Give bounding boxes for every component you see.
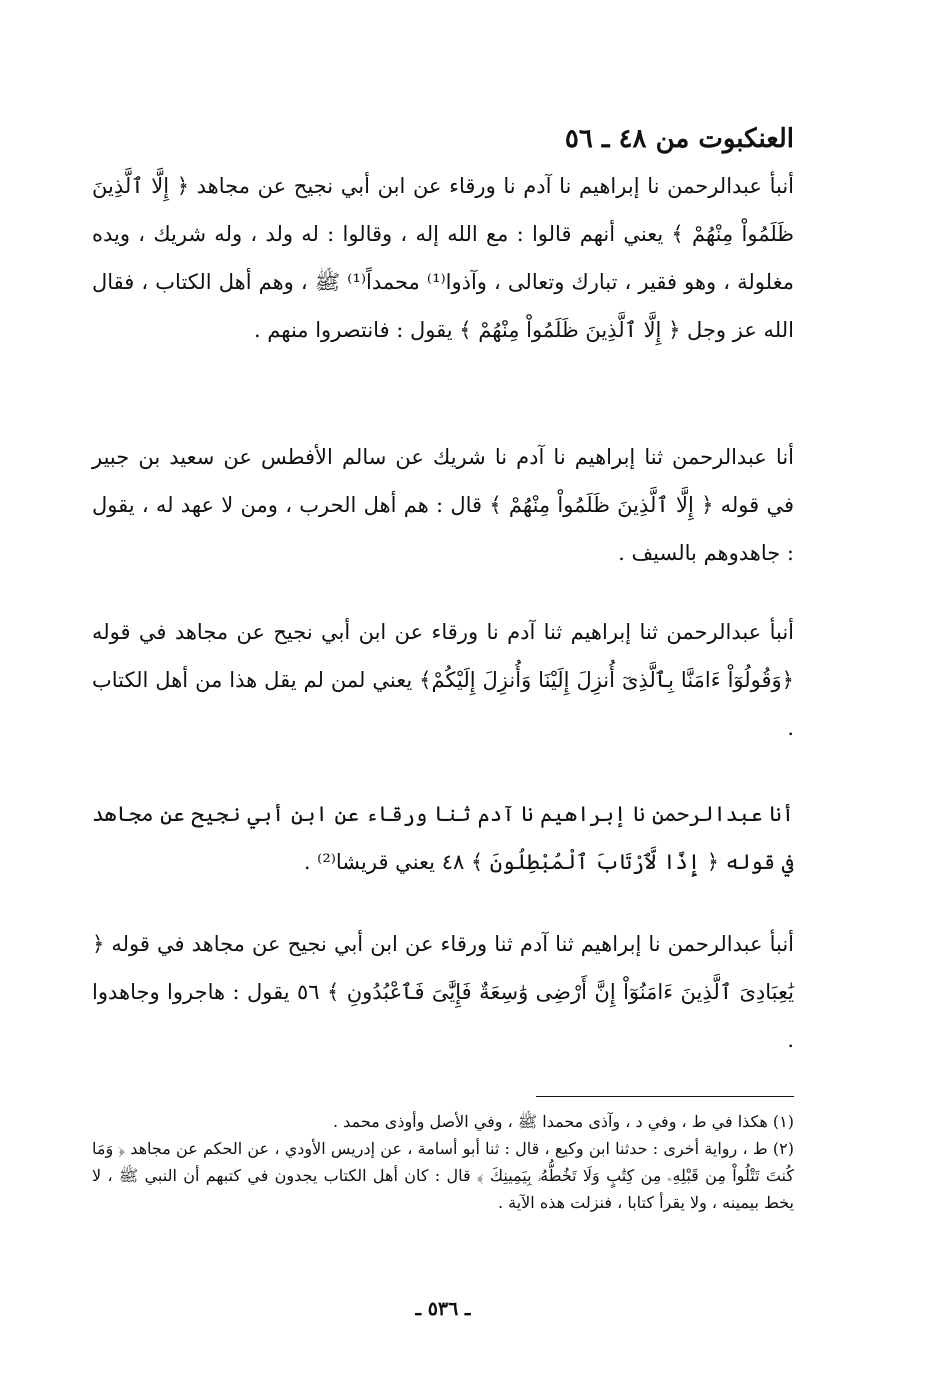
footnotes [92, 1108, 794, 1216]
paragraph-text: أنبأ عبدالرحمن نا إبراهيم نا آدم نا ورقاء عن ابن أبي نجيح عن مجاهد ﴿ إِلَّا ٱلَّذِينَ ظَلَمُواْ مِنْهُمْ ﴾ يعني أنهم قالوا : مع الله إله ، وقالوا : له ولد ، وله شريك ، ويده مغلولة ، وهو فقير ، تبارك وتعالى ، وآذوا⁽¹⁾ محمداً⁽¹⁾ ﷺ ، وهم أهل الكتاب ، فقال الله عز وجل ﴿ إِلَّا ٱلَّذِينَ ظَلَمُواْ مِنْهُمْ ﴾ يقول : فانتصروا منهم . [92, 174, 794, 342]
paragraph-1 [92, 162, 794, 354]
paragraph-text: أنا عبدالرحمن نا إبراهيم نا آدم ثنا ورقاء عن ابن أبي نجيح عن مجاهد في قوله ﴿ إِذًا لَّٱرْتَابَ ٱلْمُبْطِلُونَ ﴾ ٤٨ يعني قريشا⁽²⁾ . [91, 802, 794, 874]
section-title: العنكبوت من ٤٨ ـ ٥٦ [564, 124, 794, 154]
page-number: ـ ٥٣٦ ـ [415, 1298, 471, 1320]
paragraph-4 [92, 790, 794, 886]
paragraph-2 [92, 433, 794, 577]
book-page [92, 110, 794, 1342]
paragraph-5 [92, 920, 794, 1064]
paragraph-text: أنا عبدالرحمن ثنا إبراهيم نا آدم نا شريك عن سالم الأفطس عن سعيد بن جبير في قوله ﴿ إِلَّا ٱلَّذِينَ ظَلَمُواْ مِنْهُمْ ﴾ قال : هم أهل الحرب ، ومن لا عهد له ، يقول : جاهدوهم بالسيف . [92, 445, 794, 565]
footnote-1: (١) هكذا في ط ، وفي د ، وآذى محمدا ﷺ ، وفي الأصل وأوذى محمد . [333, 1112, 794, 1131]
footnote-2: (٢) ط ، رواية أخرى : حدثنا ابن وكيع ، قال : ثنا أبو أسامة ، عن إدريس الأودي ، عن الحكم عن مجاهد ﴿ وَمَا كُنتَ تَتْلُواْ مِن قَبْلِهِۦ مِن كِتَٰبٍ وَلَا تَخُطُّهُۥ بِيَمِينِكَ ﴾ قال : كان أهل الكتاب يجدون في كتبهم أن النبي ﷺ ، لا يخط بيمينه ، ولا يقرأ كتابا ، فنزلت هذه الآية . [92, 1139, 794, 1212]
footnote-divider [536, 1096, 794, 1097]
paragraph-text: أنبأ عبدالرحمن نا إبراهيم ثنا آدم ثنا ورقاء عن ابن أبي نجيح عن مجاهد في قوله ﴿ يَٰعِبَادِىَ ٱلَّذِينَ ءَامَنُوٓاْ إِنَّ أَرْضِى وَٰسِعَةٌ فَإِيَّٰىَ فَٱعْبُدُونِ ﴾ ٥٦ يقول : هاجروا وجاهدوا . [92, 932, 794, 1052]
paragraph-text: أنبأ عبدالرحمن ثنا إبراهيم ثنا آدم نا ورقاء عن ابن أبي نجيح عن مجاهد في قوله ﴿وَقُولُوٓاْ ءَامَنَّا بِٱلَّذِىٓ أُنزِلَ إِلَيْنَا وَأُنزِلَ إِلَيْكُمْ﴾ يعني لمن لم يقل هذا من أهل الكتاب . [92, 620, 794, 740]
paragraph-3 [92, 608, 794, 752]
